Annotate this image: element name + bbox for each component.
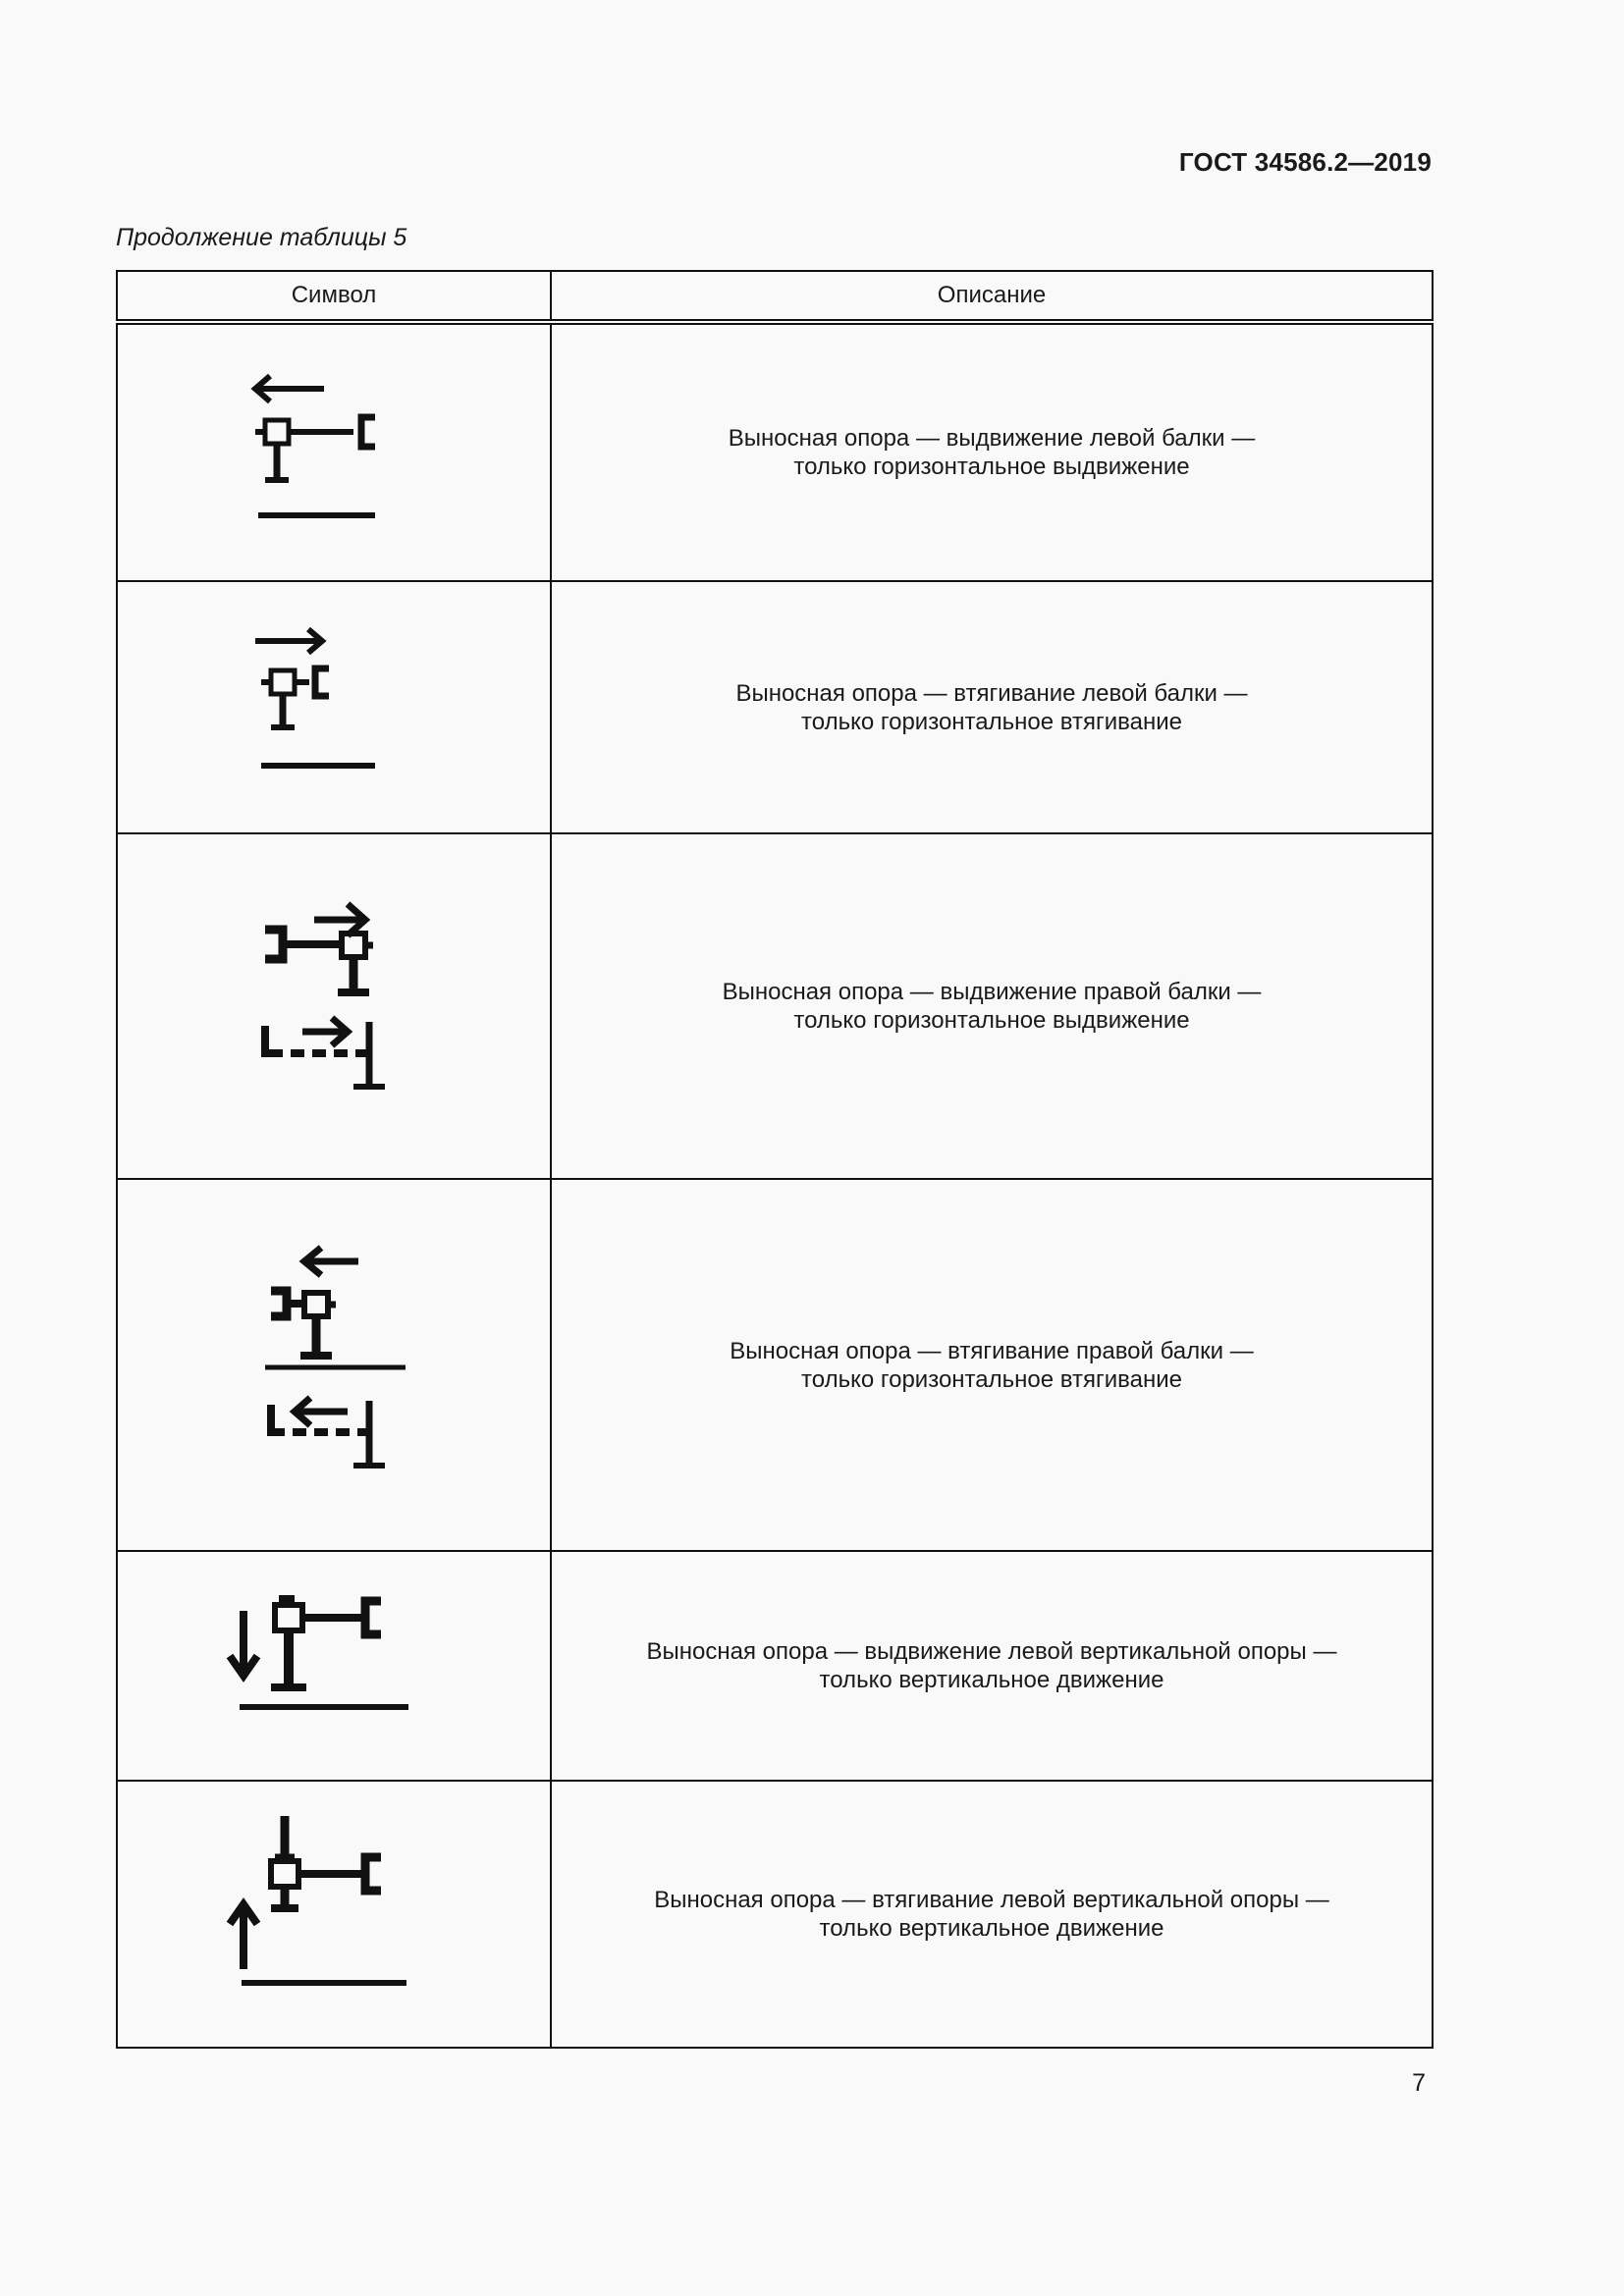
description-cell	[551, 581, 1433, 833]
column-header-description: Описание	[551, 271, 1433, 322]
outrigger-right-beam-extend-icon	[226, 879, 442, 1134]
table-row	[117, 1551, 1433, 1781]
column-header-symbol: Символ	[117, 271, 551, 322]
table-row	[117, 1781, 1433, 2048]
description-line: только вертикальное движение	[819, 1667, 1164, 1693]
description-cell	[551, 833, 1433, 1179]
description-line: Выносная опора — втягивание левой балки —	[735, 679, 1248, 707]
table-header-row	[117, 271, 1433, 322]
table-row	[117, 322, 1433, 581]
table-row	[117, 581, 1433, 833]
symbols-table	[116, 270, 1434, 2049]
description-line: только вертикальное движение	[819, 1915, 1164, 1942]
description-cell	[551, 1179, 1433, 1551]
document-standard-number: ГОСТ 34586.2—2019	[1178, 147, 1432, 177]
outrigger-right-beam-retract-icon	[226, 1218, 442, 1513]
description-line: только горизонтальное втягивание	[801, 1365, 1182, 1393]
symbol-cell	[117, 322, 551, 581]
symbol-cell	[117, 833, 551, 1179]
description-line: Выносная опора — выдвижение левой балки —	[728, 425, 1256, 452]
description-cell	[551, 1551, 1433, 1781]
symbol-cell	[117, 1551, 551, 1781]
description-line: только горизонтальное выдвижение	[793, 1007, 1190, 1034]
symbol-cell	[117, 1781, 551, 2048]
symbol-cell	[117, 581, 551, 833]
description-line: только горизонтальное втягивание	[801, 708, 1182, 735]
outrigger-left-vertical-retract-icon	[226, 1806, 442, 2022]
description-line: Выносная опора — выдвижение правой балки —	[722, 979, 1262, 1005]
description-line: только горизонтальное выдвижение	[793, 454, 1190, 480]
symbol-cell	[117, 1179, 551, 1551]
description-line: Выносная опора — выдвижение левой вертикальной опоры —	[646, 1638, 1337, 1665]
description-line: Выносная опора — втягивание правой балки —	[730, 1337, 1254, 1364]
outrigger-left-vertical-extend-icon	[226, 1577, 442, 1754]
table-row	[117, 833, 1433, 1179]
description-cell	[551, 322, 1433, 581]
outrigger-left-beam-retract-icon	[226, 610, 442, 806]
page-number: 7	[1412, 2069, 1426, 2097]
outrigger-left-beam-extend-icon	[226, 354, 442, 551]
description-line: Выносная опора — втягивание левой вертикальной опоры —	[654, 1887, 1329, 1913]
table-continuation-caption: Продолжение таблицы 5	[116, 224, 407, 251]
description-cell	[551, 1781, 1433, 2048]
table-row	[117, 1179, 1433, 1551]
